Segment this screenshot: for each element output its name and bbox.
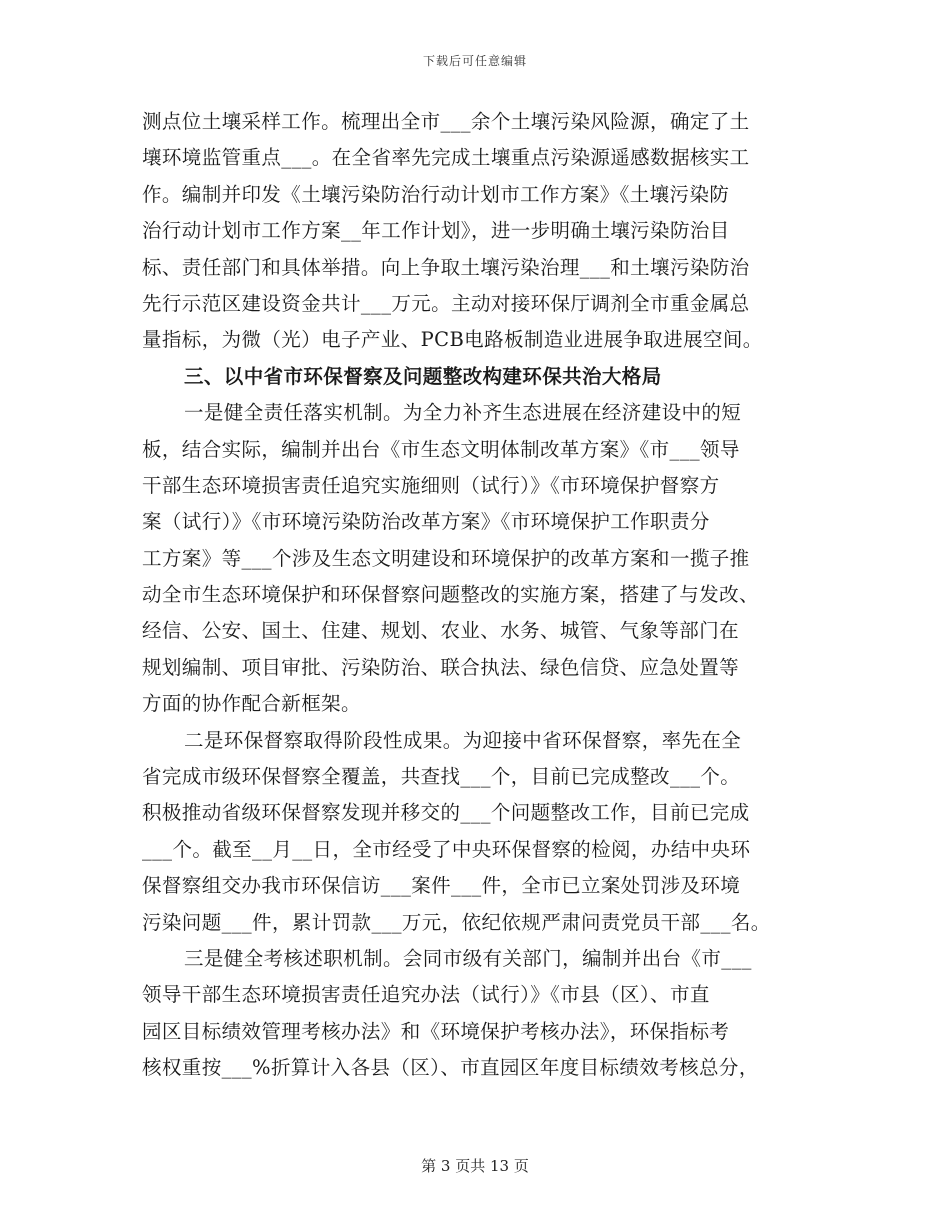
text-line: 案（试行）》《市环境污染防治改革方案》《市环境保护工作职责分: [142, 510, 710, 534]
text-line: 治行动计划市工作方案__年工作计划》，进一步明确土壤污染防治目: [142, 219, 730, 243]
paragraph-first-line: 一是健全责任落实机制。为全力补齐生态进展在经济建设中的短: [184, 401, 742, 425]
text-line: 壤环境监管重点___。在全省率先完成土壤重点污染源遥感数据核实工: [142, 146, 750, 170]
text-line: 方面的协作配合新框架。: [142, 692, 361, 716]
document-body: [142, 104, 822, 1087]
text-line: 量指标，为微（光）电子产业、PCB电路板制造业进展争取进展空间。: [142, 328, 763, 352]
text-line: 作。编制并印发《土壤污染防治行动计划市工作方案》《土壤污染防: [142, 182, 730, 206]
text-line: 核权重按___%折算计入各县（区）、市直园区年度目标绩效考核总分，: [142, 1056, 759, 1080]
paragraph-first-line: 三是健全考核述职机制。会同市级有关部门，编制并出台《市___: [184, 946, 752, 970]
text-line: 干部生态环境损害责任追究实施细则（试行）》《市环境保护督察方: [142, 473, 720, 497]
text-line: 动全市生态环境保护和环保督察问题整改的实施方案，搭建了与发改、: [142, 583, 759, 607]
text-line: 板，结合实际，编制并出台《市生态文明体制改革方案》《市___领导: [142, 437, 740, 461]
text-line: 保督察组交办我市环保信访___案件___件，全市已立案处罚涉及环境: [142, 874, 741, 898]
text-line: 污染问题___件，累计罚款___万元，依纪依规严肃问责党员干部___名。: [142, 910, 771, 934]
text-line: 标、责任部门和具体举措。向上争取土壤污染治理___和土壤污染防治: [142, 255, 750, 279]
text-line: 领导干部生态环境损害责任追究办法（试行）》《市县（区）、市直: [142, 983, 710, 1007]
text-line: 工方案》等___个涉及生态文明建设和环境保护的改革方案和一揽子推: [142, 546, 750, 570]
page-number: 第 3 页共 13 页: [421, 1157, 529, 1175]
text-line: 测点位土壤采样工作。梳理出全市___余个土壤污染风险源，确定了土: [142, 110, 750, 133]
text-line: 经信、公安、国土、住建、规划、农业、水务、城管、气象等部门在: [142, 619, 740, 643]
text-line: 先行示范区建设资金共计___万元。主动对接环保厅调剂全市重金属总: [142, 291, 750, 315]
text-line: 省完成市级环保督察全覆盖，共查找___个，目前已完成整改___个。: [142, 765, 741, 789]
section-heading: 三、以中省市环保督察及问题整改构建环保共治大格局: [184, 364, 662, 388]
text-line: 积极推动省级环保督察发现并移交的___个问题整改工作，目前已完成: [142, 801, 750, 825]
paragraph-first-line: 二是环保督察取得阶段性成果。为迎接中省环保督察，率先在全: [184, 728, 742, 752]
text-line: ___个。截至__月__日，全市经受了中央环保督察的检阅，办结中央环: [142, 837, 751, 861]
text-line: 园区目标绩效管理考核办法》和《环境保护考核办法》，环保指标考: [142, 1019, 730, 1043]
text-line: 规划编制、项目审批、污染防治、联合执法、绿色信贷、应急处置等: [142, 655, 740, 679]
page-header: 下载后可任意编辑: [422, 54, 527, 68]
